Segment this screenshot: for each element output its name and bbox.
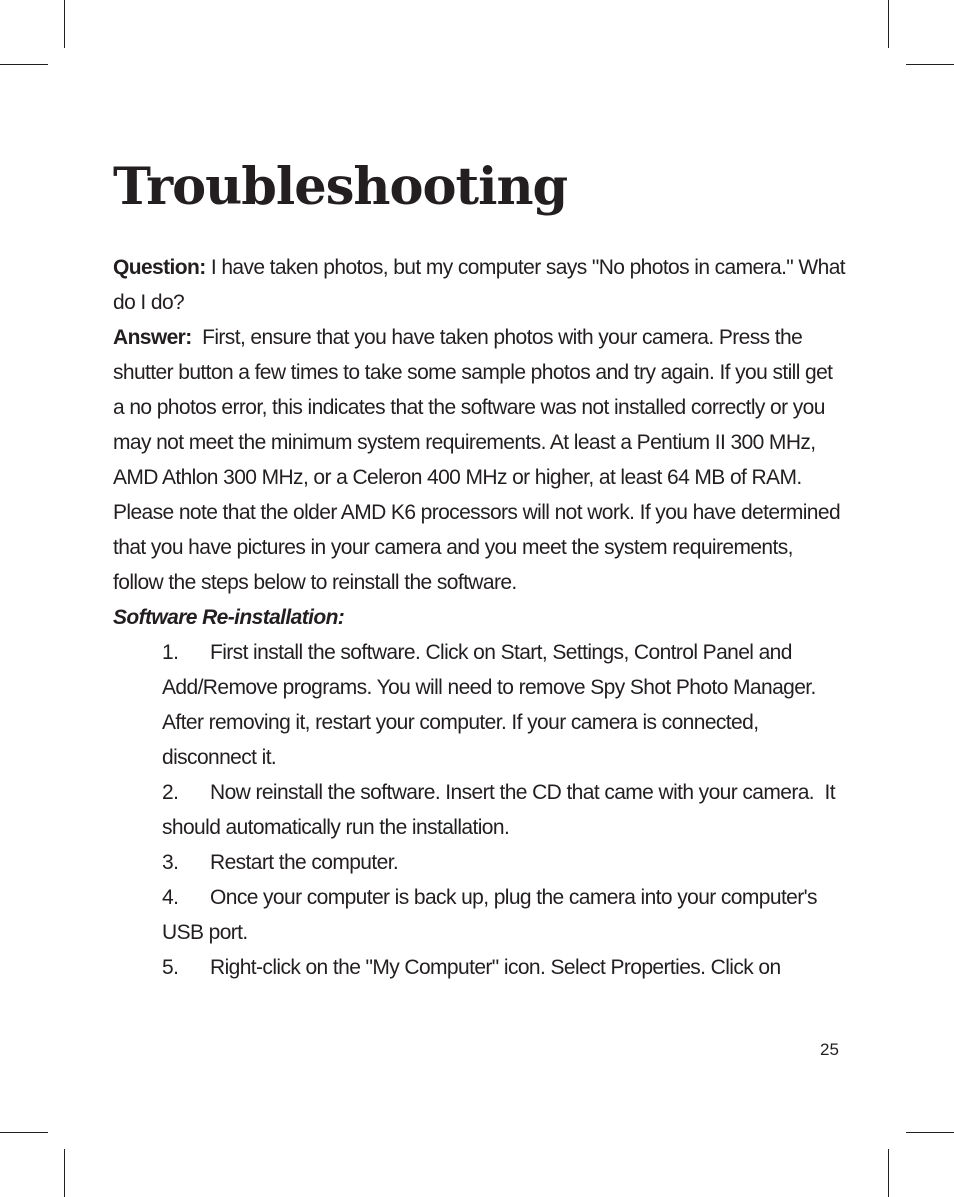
step-text: Now reinstall the software. Insert the CD that came with your camera. It should automatically run the installation. (162, 781, 841, 839)
step-number: 3. (162, 851, 179, 874)
step-number: 4. (162, 886, 179, 909)
step-number: 2. (162, 781, 179, 804)
crop-mark-top-right-horizontal (906, 64, 954, 65)
step-number: 1. (162, 641, 179, 664)
question-label: Question: (113, 256, 206, 279)
step-text: Once your computer is back up, plug the camera into your computer's USB port. (162, 886, 817, 944)
step-item (162, 845, 848, 880)
answer-paragraph (113, 320, 848, 600)
answer-label: Answer: (113, 326, 192, 349)
steps-list (113, 635, 848, 985)
crop-mark-bottom-left-horizontal (0, 1132, 48, 1133)
step-text: Restart the computer. (210, 851, 399, 874)
page-title: Troubleshooting (113, 157, 568, 217)
section-heading: Software Re-installation: (113, 606, 345, 629)
step-item (162, 880, 848, 950)
answer-text: First, ensure that you have taken photos with your camera. Press the shutter button a few times to take some sample photos and try again. If you still get a no photos error, this indicates that the software was not installed correctly or you may not meet the minimum system requirements. At least a Pentium II 300 MHz, AMD Athlon 300 MHz, or a Celeron 400 MHz or higher, at least 64 MB of RAM. Please note that the older AMD K6 processors will not work. If you have determined that you have pictures in your camera and you meet the system requirements, follow the steps below to reinstall the software. (113, 326, 846, 594)
question-text: I have taken photos, but my computer says "No photos in camera." What do I do? (113, 256, 846, 314)
page-number: 25 (820, 1040, 839, 1059)
question-paragraph (113, 250, 848, 320)
step-item (162, 950, 848, 985)
page-content (113, 250, 848, 985)
step-number: 5. (162, 956, 179, 979)
crop-mark-bottom-right-vertical (888, 1149, 889, 1197)
crop-mark-top-left-vertical (64, 0, 65, 48)
step-text: First install the software. Click on Start, Settings, Control Panel and Add/Remove programs. You will need to remove Spy Shot Photo Manager. After removing it, restart your computer. If your camera is connected, disconnect it. (162, 641, 816, 769)
crop-mark-bottom-right-horizontal (906, 1132, 954, 1133)
crop-mark-top-left-horizontal (0, 64, 48, 65)
step-text: Right-click on the "My Computer" icon. Select Properties. Click on (210, 956, 781, 979)
crop-mark-bottom-left-vertical (64, 1149, 65, 1197)
crop-mark-top-right-vertical (888, 0, 889, 48)
step-item (162, 635, 848, 775)
step-item (162, 775, 848, 845)
